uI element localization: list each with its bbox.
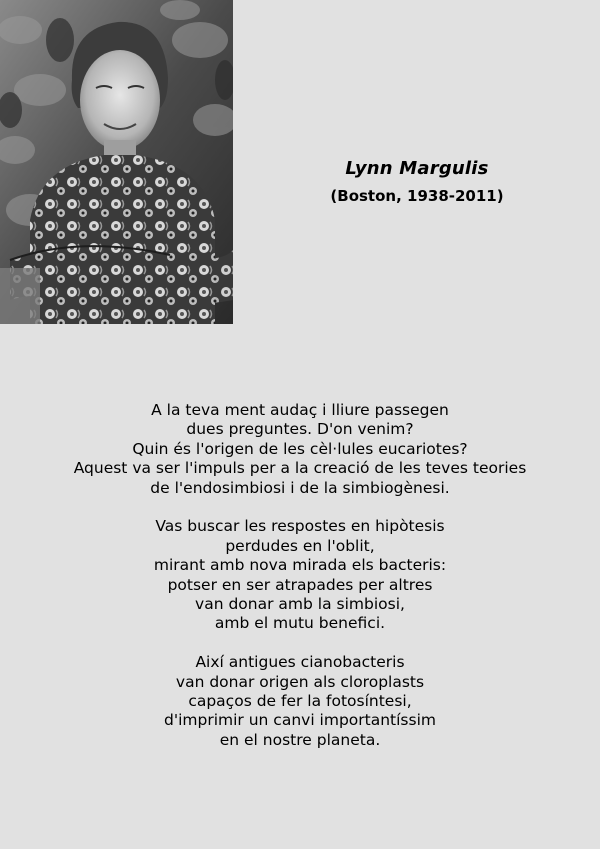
stanza-2 bbox=[0, 517, 600, 633]
portrait-photo-icon bbox=[0, 0, 233, 324]
poem-line: van donar origen als cloroplasts bbox=[175, 672, 425, 691]
poem-line: van donar amb la simbiosi, bbox=[195, 595, 405, 614]
poem-line: Quin és l'origen de les cèl·lules eucariotes? bbox=[132, 439, 468, 458]
poem-line: capaços de fer la fotosíntesi, bbox=[188, 692, 412, 711]
stanza-1 bbox=[0, 401, 600, 498]
poem-line: dues preguntes. D'on venim? bbox=[186, 420, 414, 439]
poem-line: mirant amb nova mirada els bacteris: bbox=[153, 556, 447, 575]
poem-line: amb el mutu benefici. bbox=[214, 614, 386, 633]
title-block bbox=[286, 156, 548, 207]
poem-line: en el nostre planeta. bbox=[219, 730, 381, 749]
poem-line: d'imprimir un canvi importantíssim bbox=[164, 711, 436, 730]
portrait-photo bbox=[0, 0, 233, 324]
poem-line: Vas buscar les respostes en hipòtesis bbox=[155, 517, 445, 536]
poem-line: potser en ser atrapades per altres bbox=[167, 575, 433, 594]
poem-line: Així antigues cianobacteris bbox=[195, 653, 405, 672]
poem-line: de l'endosimbiosi i de la simbiogènesi. bbox=[150, 478, 450, 497]
person-name: Lynn Margulis bbox=[345, 158, 489, 179]
poem bbox=[0, 401, 600, 770]
poem-line: A la teva ment audaç i lliure passegen bbox=[151, 401, 449, 419]
poem-line: perdudes en l'oblit, bbox=[225, 536, 375, 555]
person-dates: (Boston, 1938-2011) bbox=[330, 187, 504, 205]
stanza-3 bbox=[0, 653, 600, 750]
poem-line: Aquest va ser l'impuls per a la creació de les teves teories bbox=[73, 459, 527, 478]
